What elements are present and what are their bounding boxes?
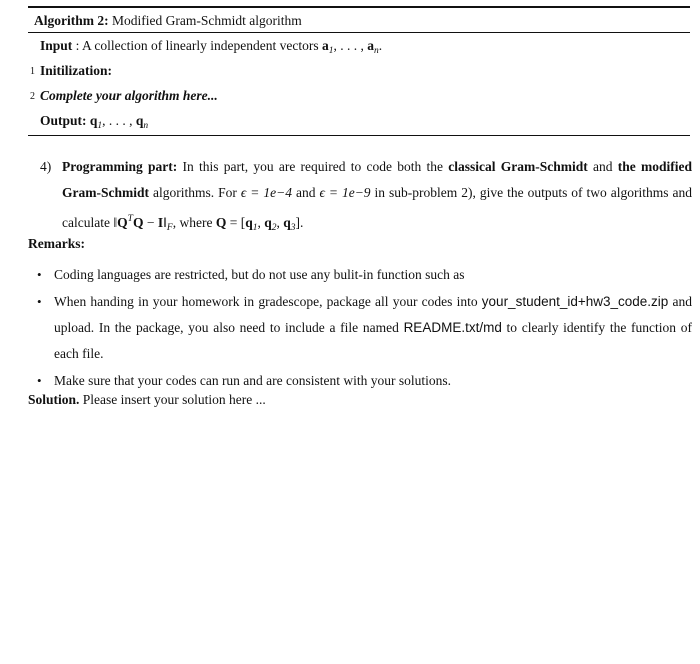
programming-text: Programming part: In this part, you are required to code both the classical Gram-Schmidt and the modified Gram-Schmidt algorithms. For ϵ = 1e−4 and ϵ = 1e−9 in sub-problem 2), give the outputs of two algorithms and calculate $‖Q^TQ$ − $I‖_F$, where $Q = [q_1$, $q_2$, $q_3$].: [62, 159, 692, 233]
remarks-heading: Remarks:: [28, 236, 85, 251]
norm-expression: $‖Q^TQ$ − $I‖_F$: [113, 214, 173, 233]
bullet-icon: •: [37, 373, 42, 388]
algorithm-line-1: 1 Initilization:: [30, 62, 113, 78]
list-item: • When handing in your homework in gradescope, package all your codes into your_student_id+hw3_code.zip and upload. In the package, you also need to include a file named README.txt/md to clearly identify the function of each file.: [28, 289, 692, 367]
list-item: • Coding languages are restricted, but do not use any bulit-in function such as: [28, 262, 692, 288]
solution-line: Solution. Please insert your solution here ...: [28, 392, 266, 407]
bullet-icon: •: [37, 267, 42, 282]
programming-part: 4) Programming part: In this part, you are required to code both the classical Gram-Schmidt and the modified Gram-Schmidt algorithms. For ϵ = 1e−4 and ϵ = 1e−9 in sub-problem 2), give the outputs of two algorithms and calculate $‖Q^TQ$ − $I‖_F$, where $Q = [q_1$, $q_2$, $q_3$].: [40, 154, 692, 241]
algorithm-line-2: 2 Complete your algorithm here...: [30, 87, 218, 103]
zip-filename: your_student_id+hw3_code.zip: [481, 294, 669, 309]
algorithm-output: Output: $q_1$, . . . , $q_n$: [40, 112, 149, 131]
algorithm-title: Algorithm 2: Modified Gram-Schmidt algorithm: [34, 12, 302, 28]
algorithm-input: Input : A collection of linearly independent vectors $a_1$, . . . , $a_n$.: [40, 37, 383, 56]
bullet-icon: •: [37, 294, 42, 309]
readme-filename: README.txt/md: [403, 320, 502, 335]
algorithm-box: [28, 6, 690, 136]
remarks-list: [28, 262, 692, 395]
list-item: • Make sure that your codes can run and are consistent with your solutions.: [28, 368, 692, 394]
